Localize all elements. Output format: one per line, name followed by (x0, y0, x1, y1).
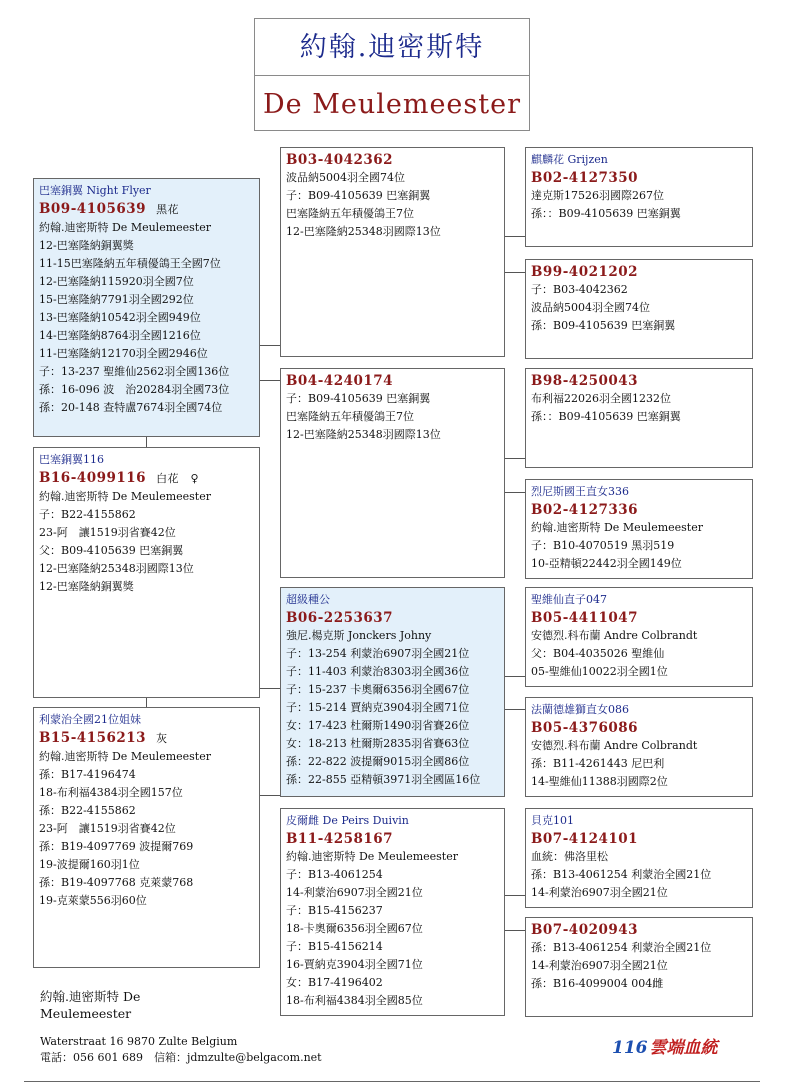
record-line: 子：13-254 利蒙治6907羽全國21位 (286, 647, 470, 660)
connector (146, 437, 147, 447)
ring-number (286, 372, 499, 390)
record-line: 孫：B16-4099004 004雌 (531, 977, 664, 990)
record-line: 14-利蒙治6907羽全國21位 (531, 886, 668, 899)
record-line: 14-巴塞隆納8764羽全國1216位 (39, 329, 201, 342)
connector (505, 709, 525, 710)
record-line: 孫：B11-4261443 尼巴利 (531, 757, 665, 770)
record-line: 14-利蒙治6907羽全國21位 (531, 959, 668, 972)
ring-number (39, 200, 254, 219)
ring-number-text: B07-4020943 (531, 922, 639, 938)
card-subtitle: 麒麟花 Grijzen (531, 153, 608, 166)
record-line: 16-賈納克3904羽全國71位 (286, 958, 423, 971)
record-line: 子：B15-4156237 (286, 904, 383, 917)
record-line: 約翰.迪密斯特 De Meulemeester (39, 750, 211, 763)
record-line: 子：B13-4061254 (286, 868, 383, 881)
ring-number (286, 151, 499, 169)
brand-logo (612, 1033, 718, 1058)
record-line: 約翰.迪密斯特 De Meulemeester (286, 850, 458, 863)
record-line: 孫：22-822 波提爾9015羽全國86位 (286, 755, 470, 768)
ring-number-text: B09-4105639 (39, 201, 147, 217)
record-line: 父：B09-4105639 巴塞銅翼 (39, 544, 184, 557)
record-line: 女：B17-4196402 (286, 976, 383, 989)
record-line: 安德烈.科布蘭 Andre Colbrandt (531, 629, 698, 642)
ring-number-text: B02-4127350 (531, 170, 639, 186)
logo-text: 雲端血統 (649, 1038, 718, 1058)
card-subtitle: 聖維仙直子047 (531, 593, 607, 606)
record-line: 子：15-214 賈納克3904羽全國71位 (286, 701, 470, 714)
card-subtitle: 巴塞銅翼116 (39, 453, 104, 466)
granddam-card-1 (525, 259, 753, 359)
breeder-contact (40, 1034, 322, 1066)
card-subtitle: 貝克101 (531, 814, 574, 827)
record-line: 18-布利福4384羽全國85位 (286, 994, 423, 1007)
record-line: 12-巴塞隆納銅翼獎 (39, 580, 134, 593)
record-line: 血統：佛洛里松 (531, 850, 608, 863)
record-line: 12-巴塞隆納25348羽國際13位 (39, 562, 194, 575)
record-line: 子：B22-4155862 (39, 508, 136, 521)
record-line: 12-巴塞隆納25348羽國際13位 (286, 225, 441, 238)
ring-number-text: B16-4099116 (39, 470, 147, 486)
grandsire-card-2 (525, 368, 753, 468)
connector (505, 236, 525, 237)
record-line: 子：B09-4105639 巴塞銅翼 (286, 189, 431, 202)
record-line: 巴塞隆納五年積優鴿王7位 (286, 410, 414, 423)
subject-card (33, 178, 260, 437)
card-subtitle: 巴塞銅翼 Night Flyer (39, 184, 151, 197)
record-line: 孫：B19-4097768 克萊蒙768 (39, 876, 194, 889)
record-line: 孫：16-096 波 治20284羽全國73位 (39, 383, 230, 396)
record-line: 14-利蒙治6907羽全國21位 (286, 886, 423, 899)
ring-number (531, 719, 747, 737)
record-line: 約翰.迪密斯特 De Meulemeester (531, 521, 703, 534)
ring-number-text: B06-2253637 (286, 610, 394, 626)
connector (505, 895, 525, 896)
ring-number-text: B02-4127336 (531, 502, 639, 518)
granddam-card-2 (525, 479, 753, 579)
connector (505, 458, 525, 459)
record-line: 孫：B13-4061254 利蒙治全國21位 (531, 868, 712, 881)
record-line: 巴塞隆納五年積優鴿王7位 (286, 207, 414, 220)
record-line: 19-克萊蒙556羽60位 (39, 894, 147, 907)
title-english: De Meulemeester (263, 89, 521, 120)
ring-number (531, 169, 747, 187)
connector (260, 345, 280, 346)
record-line: 孫：22-855 亞精頓3971羽全國區16位 (286, 773, 481, 786)
record-line: 父：B04-4035026 聖維仙 (531, 647, 665, 660)
card-subtitle: 利蒙治全國21位姐妹 (39, 713, 141, 726)
breeder-name: 約翰.迪密斯特 De Meulemeester (40, 989, 141, 1021)
record-line: 子：13-237 聖維仙2562羽全國136位 (39, 365, 230, 378)
record-line: 14-聖維仙11388羽國際2位 (531, 775, 668, 788)
record-line: 10-亞精頓22442羽全國149位 (531, 557, 682, 570)
record-line: 約翰.迪密斯特 De Meulemeester (39, 221, 211, 234)
record-line: 子：B15-4156214 (286, 940, 383, 953)
record-line: 19-波提爾160羽1位 (39, 858, 140, 871)
breeder-address: Waterstraat 16 9870 Zulte Belgium (40, 1035, 238, 1048)
record-line: 孫：：B09-4105639 巴塞銅翼 (531, 207, 681, 220)
granddam-card-4 (525, 917, 753, 1017)
card-subtitle: 烈尼斯國王直女336 (531, 485, 629, 498)
breeder-phone-email: 電話：056 601 689 信箱：jdmzulte@belgacom.net (40, 1051, 322, 1064)
connector (505, 272, 525, 273)
pedigree-title (254, 18, 530, 131)
record-line: 孫：：B09-4105639 巴塞銅翼 (531, 410, 681, 423)
record-line: 23-阿 讓1519羽省賽42位 (39, 526, 176, 539)
record-line: 子：11-403 利蒙治8303羽全國36位 (286, 665, 470, 678)
record-line: 強尼.楊克斯 Jonckers Johny (286, 629, 432, 642)
connector (260, 380, 280, 381)
ring-number (286, 830, 499, 848)
dam-card (280, 368, 505, 578)
granddam-card-3 (525, 697, 753, 797)
record-line: 12-巴塞隆納115920羽全國7位 (39, 275, 194, 288)
connector (260, 688, 280, 689)
record-line: 孫：20-148 查特盧7674羽全國74位 (39, 401, 223, 414)
connector (505, 676, 525, 677)
ring-number-text: B05-4411047 (531, 610, 639, 626)
record-line: 孫：B09-4105639 巴塞銅翼 (531, 319, 676, 332)
card-subtitle: 法蘭德雄獅直女086 (531, 703, 629, 716)
ring-color-note: 白花 ♀ (156, 472, 200, 485)
record-line: 波品納5004羽全國74位 (531, 301, 650, 314)
record-line: 孫：B22-4155862 (39, 804, 136, 817)
ring-number-text: B98-4250043 (531, 373, 639, 389)
ring-number-text: B11-4258167 (286, 831, 394, 847)
ring-number (39, 469, 254, 488)
connector (505, 492, 525, 493)
grandsire-card-3 (525, 587, 753, 687)
record-line: 11-15巴塞隆納五年積優鴿王全國7位 (39, 257, 221, 270)
record-line: 12-巴塞隆納25348羽國際13位 (286, 428, 441, 441)
ring-number-text: B04-4240174 (286, 373, 394, 389)
record-line: 23-阿 讓1519羽省賽42位 (39, 822, 176, 835)
record-line: 15-巴塞隆納7791羽全國292位 (39, 293, 194, 306)
record-line: 安德烈.科布蘭 Andre Colbrandt (531, 739, 698, 752)
record-line: 05-聖維仙10022羽全國1位 (531, 665, 668, 678)
ring-number (531, 830, 747, 848)
record-line: 約翰.迪密斯特 De Meulemeester (39, 490, 211, 503)
ring-number (531, 501, 747, 519)
sire-card (280, 147, 505, 357)
record-line: 達克斯17526羽國際267位 (531, 189, 664, 202)
dam-card-2 (280, 808, 505, 1016)
record-line: 子：B10-4070519 黑羽519 (531, 539, 675, 552)
record-line: 18-布利福4384羽全國157位 (39, 786, 183, 799)
ring-number (286, 609, 499, 627)
logo-number: 116 (612, 1038, 648, 1058)
ring-number-text: B99-4021202 (531, 264, 639, 280)
bottom-divider (24, 1081, 760, 1082)
connector (146, 698, 147, 707)
sire-side-card (33, 447, 260, 698)
ring-number (531, 921, 747, 939)
grandsire-card-4 (525, 808, 753, 908)
connector (505, 930, 525, 931)
ring-number-text: B07-4124101 (531, 831, 639, 847)
record-line: 12-巴塞隆納銅翼獎 (39, 239, 134, 252)
card-subtitle: 超級種公 (286, 593, 330, 606)
grandsire-card-1 (525, 147, 753, 247)
ring-color-note: 灰 (156, 732, 168, 745)
connector (260, 795, 280, 796)
ring-number-text: B03-4042362 (286, 152, 394, 168)
ring-number (39, 729, 254, 748)
record-line: 子：B03-4042362 (531, 283, 628, 296)
record-line: 13-巴塞隆納10542羽全國949位 (39, 311, 201, 324)
record-line: 布利福22026羽全國1232位 (531, 392, 671, 405)
card-subtitle: 皮爾雌 De Peirs Duivin (286, 814, 409, 827)
ring-number-text: B05-4376086 (531, 720, 639, 736)
dam-side-card (33, 707, 260, 968)
ring-color-note: 黑花 (156, 203, 180, 216)
ring-number (531, 372, 747, 390)
record-line: 女：17-423 杜爾斯1490羽省賽26位 (286, 719, 470, 732)
sire-card-2 (280, 587, 505, 797)
record-line: 孫：B13-4061254 利蒙治全國21位 (531, 941, 712, 954)
title-chinese: 約翰.迪密斯特 (255, 19, 529, 76)
record-line: 波品納5004羽全國74位 (286, 171, 405, 184)
ring-number (531, 263, 747, 281)
ring-number-text: B15-4156213 (39, 730, 147, 746)
record-line: 11-巴塞隆納12170羽全國2946位 (39, 347, 208, 360)
record-line: 18-卡奧爾6356羽全國67位 (286, 922, 423, 935)
record-line: 子：15-237 卡奧爾6356羽全國67位 (286, 683, 470, 696)
ring-number (531, 609, 747, 627)
record-line: 孫：B19-4097769 波提爾769 (39, 840, 194, 853)
record-line: 子：B09-4105639 巴塞銅翼 (286, 392, 431, 405)
record-line: 女：18-213 杜爾斯2835羽省賽63位 (286, 737, 470, 750)
record-line: 孫：B17-4196474 (39, 768, 136, 781)
